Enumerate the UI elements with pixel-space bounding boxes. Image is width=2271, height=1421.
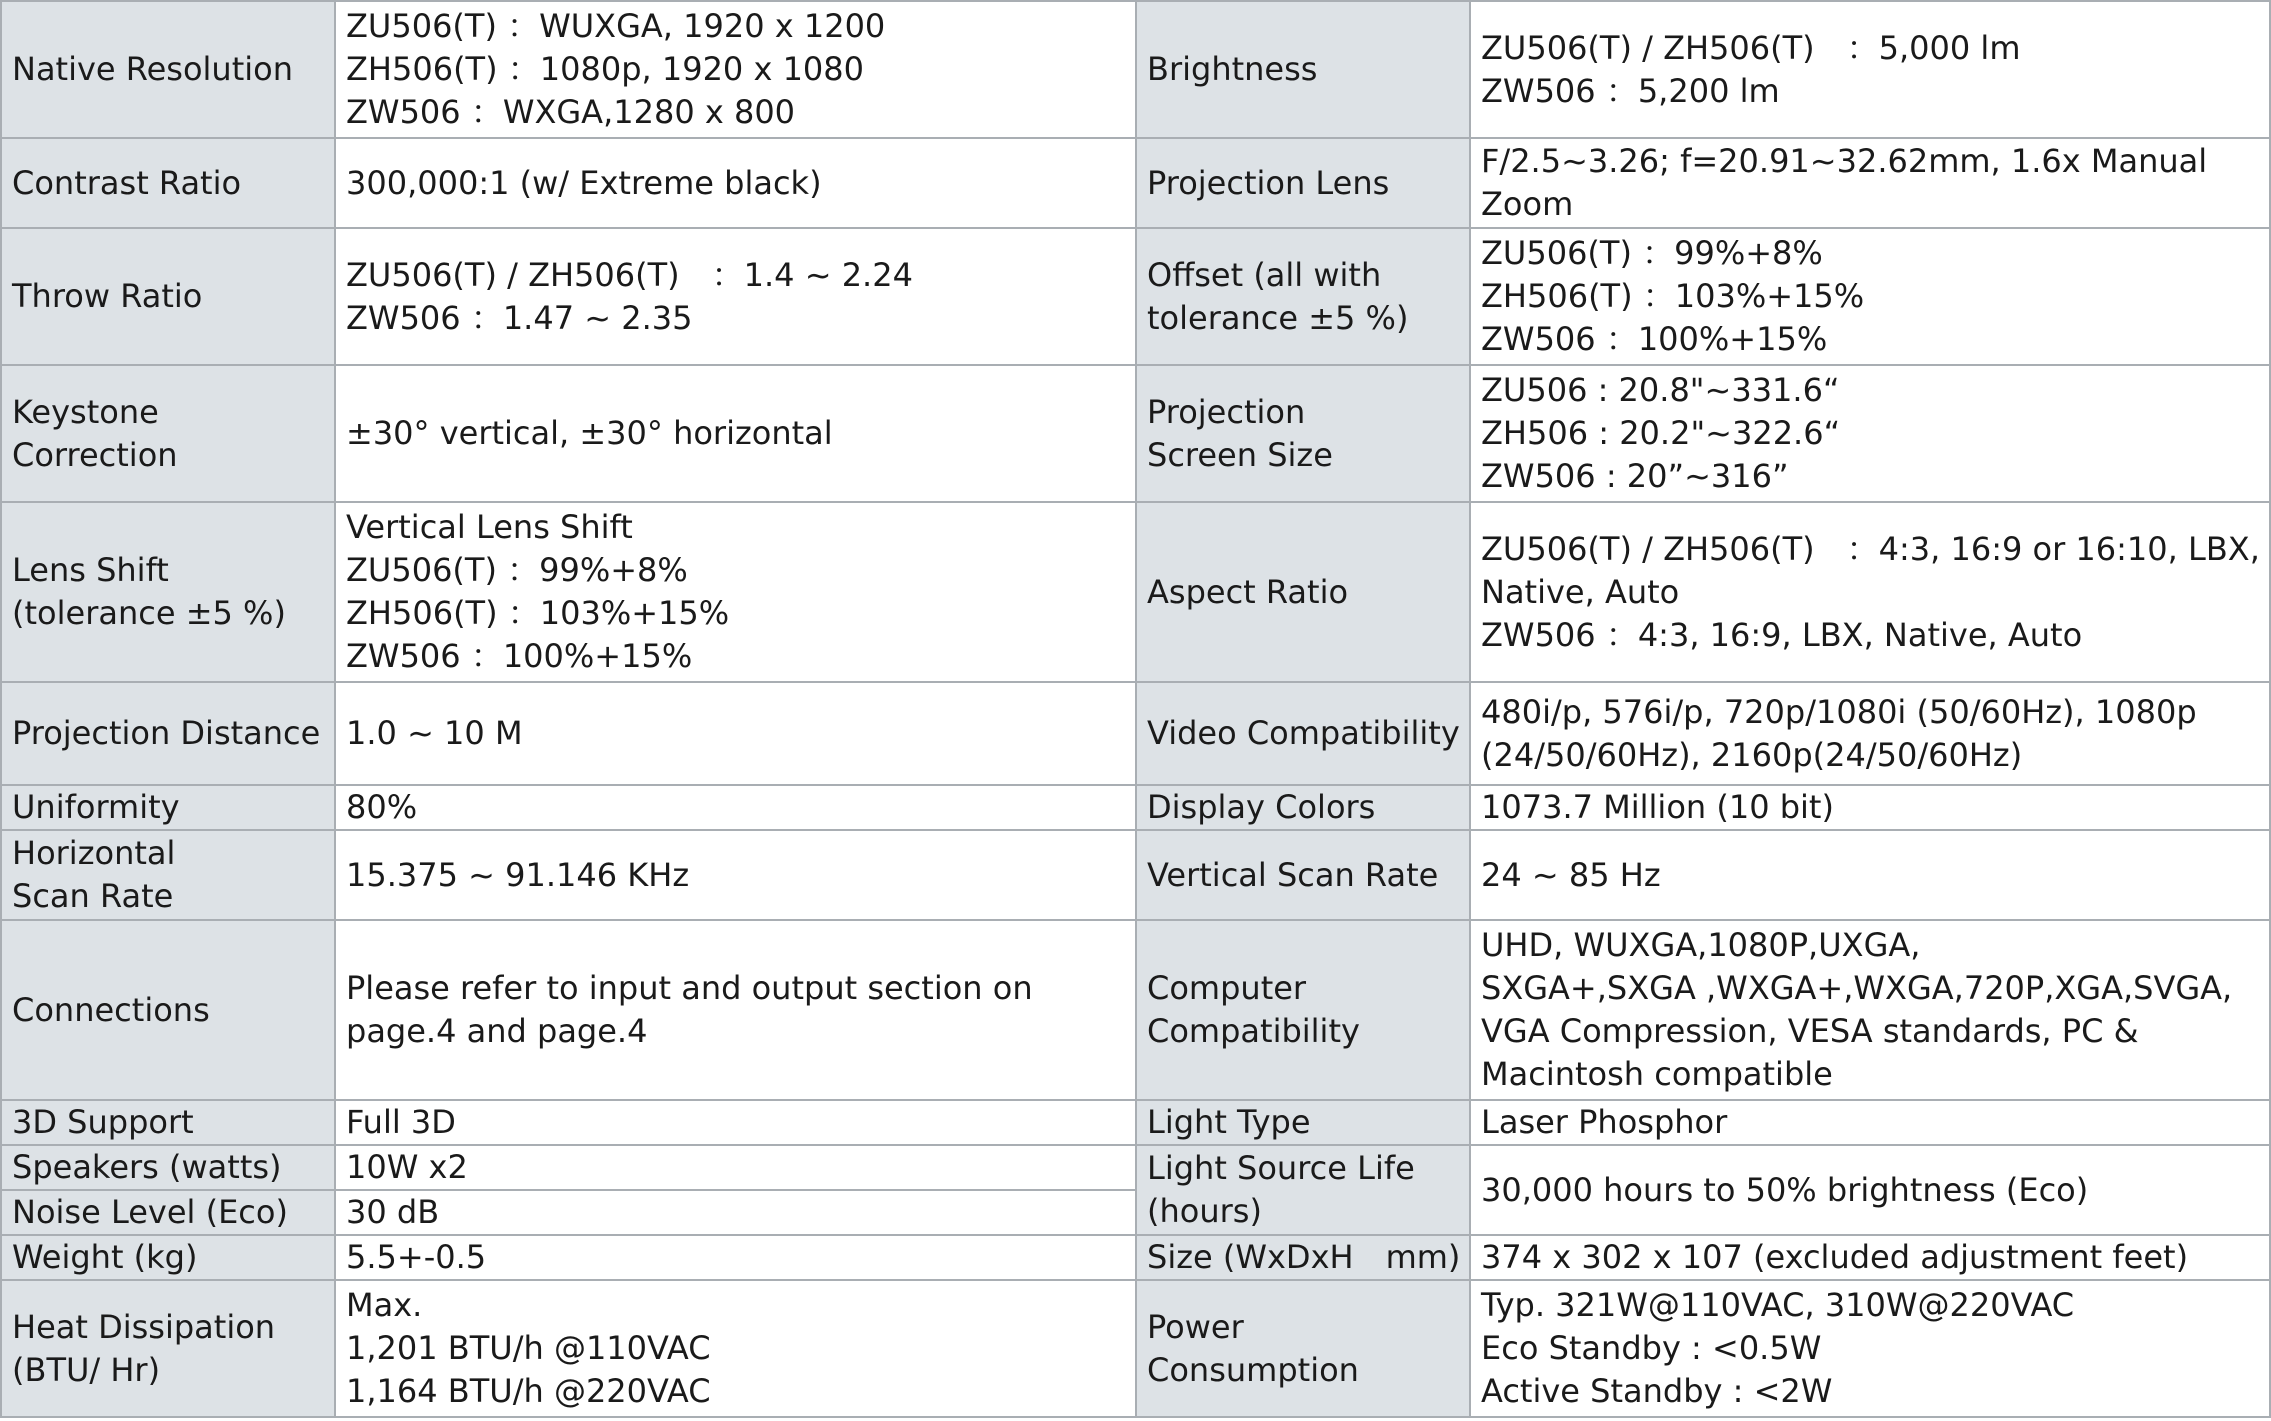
spec-value — [335, 228, 1136, 365]
spec-value — [1470, 1, 2270, 138]
cell-line: ZH506(T) ：103%+15% — [346, 594, 730, 632]
cell-line: Native, Auto — [1481, 572, 1680, 611]
cell-line: Display Colors — [1147, 788, 1376, 826]
cell-line: Correction — [12, 435, 178, 474]
cell-line: ZW506 ：5,200 lm — [1481, 71, 1780, 110]
cell-line: ZW506 : 20”~316” — [1481, 457, 1789, 495]
cell-line: Noise Level (Eco) — [12, 1193, 288, 1231]
cell-line: ZU506(T) / ZH506(T) ：5,000 lm — [1481, 28, 2021, 67]
cell-line: 374 x 302 x 107 (excluded adjustment feet) — [1481, 1238, 2189, 1276]
spec-value — [335, 830, 1136, 920]
spec-value — [1470, 138, 2270, 228]
cell-line: Consumption — [1147, 1350, 1359, 1389]
spec-label — [1, 1280, 335, 1417]
spec-value — [335, 1100, 1136, 1145]
cell-line: ZU506(T) / ZH506(T) ：1.4 ~ 2.24 — [346, 255, 913, 294]
cell-line: ZH506 : 20.2"~322.6“ — [1481, 414, 1841, 452]
cell-line: Light Type — [1147, 1103, 1311, 1141]
cell-line: VGA Compression, VESA standards, PC & — [1481, 1012, 2139, 1050]
spec-label — [1, 1190, 335, 1235]
spec-label — [1, 228, 335, 365]
cell-line: 5.5+-0.5 — [346, 1238, 487, 1276]
table-row — [1, 830, 2270, 920]
spec-label — [1, 1100, 335, 1145]
spec-label — [1136, 1100, 1470, 1145]
cell-line: ZW506 ：WXGA,1280 x 800 — [346, 93, 796, 131]
cell-line: Computer — [1147, 969, 1307, 1007]
cell-line: Offset (all with — [1147, 255, 1382, 294]
cell-line: Brightness — [1147, 50, 1318, 88]
cell-line: 1.0 ~ 10 M — [346, 714, 523, 752]
spec-label — [1136, 228, 1470, 365]
table-row — [1, 1235, 2270, 1280]
cell-line: Screen Size — [1147, 435, 1333, 474]
spec-label — [1136, 1, 1470, 138]
cell-line: Full 3D — [346, 1103, 456, 1141]
spec-label — [1136, 682, 1470, 785]
spec-label — [1136, 138, 1470, 228]
cell-line: Typ. 321W@110VAC, 310W@220VAC — [1481, 1286, 2075, 1324]
cell-line: Power — [1147, 1307, 1244, 1346]
table-row — [1, 1100, 2270, 1145]
cell-line: Laser Phosphor — [1481, 1103, 1728, 1141]
cell-line: Projection Distance — [12, 714, 321, 752]
cell-line: Keystone — [12, 392, 159, 431]
cell-line: Speakers (watts) — [12, 1148, 282, 1186]
spec-value — [1470, 920, 2270, 1100]
cell-line: (hours) — [1147, 1192, 1262, 1230]
spec-value — [1470, 785, 2270, 830]
spec-label — [1136, 830, 1470, 920]
cell-line: ZU506(T) / ZH506(T) ：4:3, 16:9 or 16:10, LBX, — [1481, 529, 2260, 568]
cell-line: SXGA+,SXGA ,WXGA+,WXGA,720P,XGA,SVGA, — [1481, 969, 2233, 1007]
table-row — [1, 1145, 2270, 1190]
spec-label — [1, 1, 335, 138]
cell-line: Max. — [346, 1286, 423, 1324]
table-row — [1, 1, 2270, 138]
cell-line: UHD, WUXGA,1080P,UXGA, — [1481, 926, 1921, 964]
cell-line: Zoom — [1481, 185, 1574, 223]
spec-value — [1470, 830, 2270, 920]
cell-line: ZU506(T) ：WUXGA, 1920 x 1200 — [346, 7, 886, 45]
cell-line: 480i/p, 576i/p, 720p/1080i (50/60Hz), 1080p — [1481, 692, 2197, 731]
cell-line: Vertical Scan Rate — [1147, 855, 1439, 894]
cell-line: ZH506(T) ：103%+15% — [1481, 277, 1865, 315]
spec-value — [335, 1145, 1136, 1190]
spec-value — [335, 365, 1136, 502]
spec-label — [1136, 920, 1470, 1100]
spec-value — [335, 138, 1136, 228]
cell-line: tolerance ±5 %) — [1147, 298, 1409, 337]
spec-value — [1470, 1235, 2270, 1280]
cell-line: ZW506 ：1.47 ~ 2.35 — [346, 298, 693, 337]
cell-line: 1073.7 Million (10 bit) — [1481, 788, 1834, 826]
cell-line: (24/50/60Hz), 2160p(24/50/60Hz) — [1481, 735, 2023, 774]
cell-line: Scan Rate — [12, 877, 174, 915]
spec-label — [1136, 1235, 1470, 1280]
spec-value — [335, 1235, 1136, 1280]
spec-value — [1470, 682, 2270, 785]
cell-line: ZU506(T) ：99%+8% — [1481, 234, 1823, 272]
spec-value — [335, 785, 1136, 830]
cell-line: 30,000 hours to 50% brightness (Eco) — [1481, 1170, 2089, 1209]
spec-value — [335, 1190, 1136, 1235]
cell-line: 3D Support — [12, 1103, 194, 1141]
cell-line: 1,164 BTU/h @220VAC — [346, 1372, 711, 1410]
cell-line: ZU506 : 20.8"~331.6“ — [1481, 371, 1840, 409]
table-row — [1, 365, 2270, 502]
spec-label — [1, 138, 335, 228]
cell-line: Please refer to input and output section on — [346, 969, 1033, 1007]
spec-value — [1470, 1145, 2270, 1235]
cell-line: page.4 and page.4 — [346, 1012, 648, 1050]
cell-line: Native Resolution — [12, 50, 293, 88]
cell-line: Compatibility — [1147, 1012, 1360, 1050]
cell-line: Projection — [1147, 392, 1306, 431]
cell-line: ZU506(T) ：99%+8% — [346, 551, 688, 589]
spec-value — [1470, 365, 2270, 502]
spec-value — [1470, 228, 2270, 365]
cell-line: Contrast Ratio — [12, 163, 242, 202]
spec-value — [1470, 1280, 2270, 1417]
cell-line: 80% — [346, 788, 418, 826]
cell-line: ZH506(T) ：1080p, 1920 x 1080 — [346, 50, 865, 88]
cell-line: Eco Standby : <0.5W — [1481, 1329, 1822, 1367]
cell-line: ZW506 ：4:3, 16:9, LBX, Native, Auto — [1481, 615, 2083, 654]
spec-value — [335, 1, 1136, 138]
spec-label — [1136, 785, 1470, 830]
cell-line: (BTU/ Hr) — [12, 1350, 161, 1389]
cell-line: Projection Lens — [1147, 163, 1390, 202]
spec-value — [1470, 1100, 2270, 1145]
cell-line: 30 dB — [346, 1193, 440, 1231]
cell-line: 15.375 ~ 91.146 KHz — [346, 855, 690, 894]
spec-label — [1, 502, 335, 682]
spec-value — [335, 1280, 1136, 1417]
cell-line: (tolerance ±5 %) — [12, 594, 286, 632]
table-row — [1, 228, 2270, 365]
spec-value — [335, 920, 1136, 1100]
spec-label — [1, 682, 335, 785]
table-row — [1, 785, 2270, 830]
cell-line: Lens Shift — [12, 551, 169, 589]
cell-line: Size (WxDxH mm) — [1147, 1238, 1461, 1276]
cell-line: 24 ~ 85 Hz — [1481, 855, 1661, 894]
cell-line: Heat Dissipation — [12, 1307, 276, 1346]
cell-line: Horizontal — [12, 834, 176, 872]
cell-line: 1,201 BTU/h @110VAC — [346, 1329, 711, 1367]
cell-line: Weight (kg) — [12, 1238, 198, 1276]
cell-line: Active Standby : <2W — [1481, 1372, 1833, 1410]
cell-line: 300,000:1 (w/ Extreme black) — [346, 163, 822, 202]
cell-line: 10W x2 — [346, 1148, 468, 1186]
spec-value — [1470, 502, 2270, 682]
table-row — [1, 502, 2270, 682]
table-row — [1, 920, 2270, 1100]
spec-label — [1136, 1280, 1470, 1417]
spec-label — [1, 1235, 335, 1280]
spec-label — [1, 830, 335, 920]
spec-label — [1, 1145, 335, 1190]
cell-line: F/2.5~3.26; f=20.91~32.62mm, 1.6x Manual — [1481, 142, 2208, 180]
cell-line: ZW506 ：100%+15% — [346, 637, 693, 675]
table-row — [1, 138, 2270, 228]
spec-label — [1, 365, 335, 502]
spec-label — [1136, 502, 1470, 682]
cell-line: Video Compatibility — [1147, 714, 1460, 752]
cell-line: Throw Ratio — [12, 277, 203, 315]
spec-label — [1, 785, 335, 830]
spec-label — [1136, 1145, 1470, 1235]
table-row — [1, 1280, 2270, 1417]
cell-line: Macintosh compatible — [1481, 1055, 1833, 1093]
cell-line: Aspect Ratio — [1147, 572, 1349, 611]
spec-value — [335, 682, 1136, 785]
cell-line: ±30° vertical, ±30° horizontal — [346, 414, 833, 452]
cell-line: Vertical Lens Shift — [346, 508, 633, 546]
cell-line: Connections — [12, 990, 210, 1029]
cell-line: ZW506 ：100%+15% — [1481, 320, 1828, 358]
spec-value — [335, 502, 1136, 682]
spec-label — [1, 920, 335, 1100]
spec-label — [1136, 365, 1470, 502]
cell-line: Light Source Life — [1147, 1149, 1415, 1187]
table-row — [1, 682, 2270, 785]
cell-line: Uniformity — [12, 788, 180, 826]
